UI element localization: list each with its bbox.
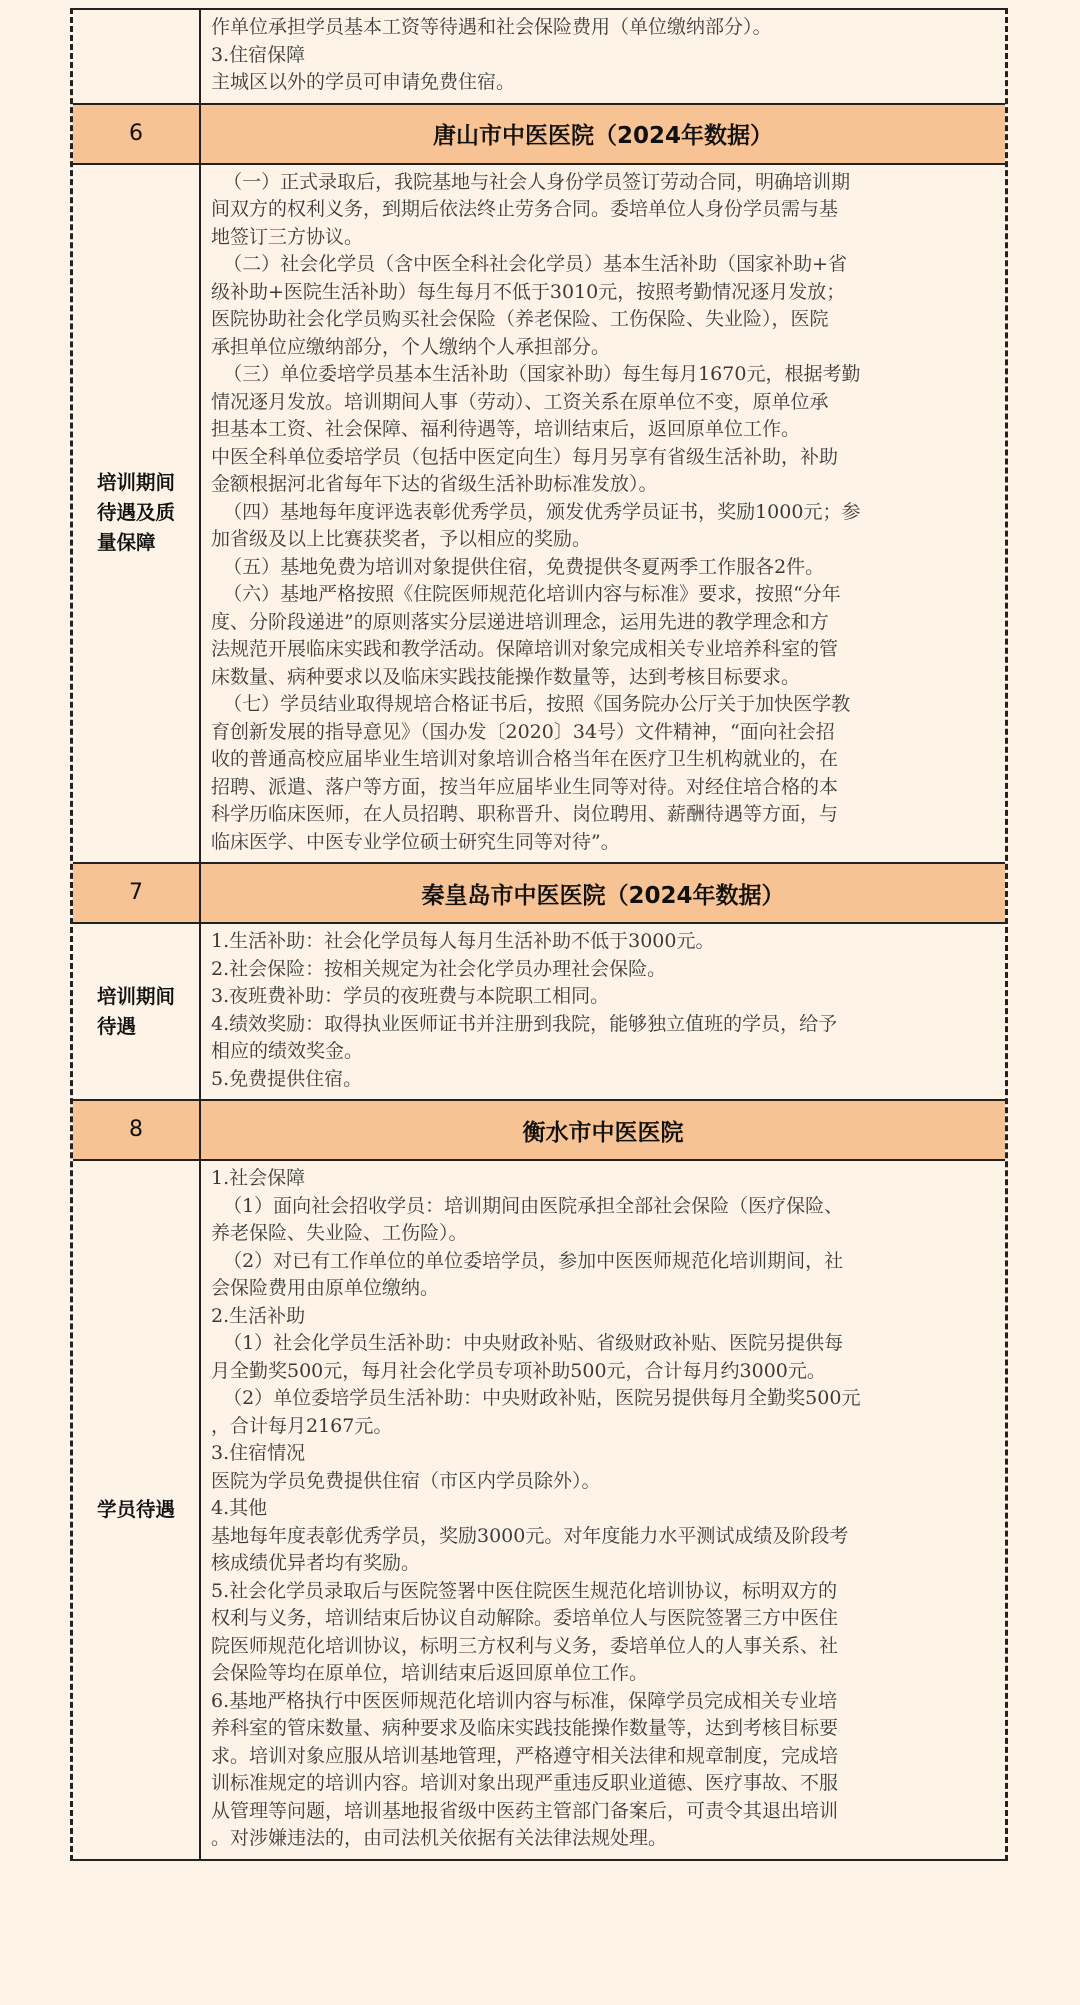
paragraph: 医院为学员免费提供住宿（市区内学员除外）。 [211,1469,601,1492]
paragraph: 1.社会保障 [211,1167,306,1189]
paragraph: 4.其他 [211,1497,268,1519]
row-content [201,165,1005,863]
paragraph: 3.住宿情况 [211,1442,306,1464]
section-body-8 [73,1159,1005,1859]
paragraph: 2.社会保险：按相关规定为社会化学员办理社会保险。 [211,957,667,980]
paragraph: 5.社会化学员录取后与医院签署中医住院医生规范化培训协议，标明双方的 权利与义务，培训结束后协议自动解除。委培单位人与医院签署三方中医住 院医师规范化培训协议，标明三方权利与义务，委培单位人的人事关系、社 会保险等均在原单位，培训结束后返回原单位工作。 [211,1579,839,1684]
paragraph: 1.生活补助：社会化学员每人每月生活补助不低于3000元。 [211,930,715,952]
section-title: 唐山市中医医院（2024年数据） [432,123,773,149]
paragraph: （六）基地严格按照《住院医师规范化培训内容与标准》要求，按照“分年 度、分阶段递进”的原则落实分层递进培训理念，运用先进的教学理念和方 法规范开展临床实践和教学活动。保障培训对象完成相关专业培养科室的管 床数量、病种要求以及临床实践技能操作数量等，达到考核目标要求。 [211,583,841,688]
row-label: 学员待遇 [73,1161,201,1859]
text-line: 3.住宿保障 [211,43,306,66]
paragraph: 6.基地严格执行中医医师规范化培训内容与标准，保障学员完成相关专业培 养科室的管床数量、病种要求及临床实践技能操作数量等，达到考核目标要 求。培训对象应服从培训基地管理，严格遵守相关法律和规章制度，完成培 训标准规定的培训内容。培训对象出现严重违反职业道德、医疗事故、不服 从管理等问题，培训基地报省级中医药主管部门备案后，可责令其退出培训 。对涉嫌违法的，由司法机关依据有关法律法规处理。 [211,1689,839,1849]
info-table [70,8,1008,1861]
section-number: 6 [73,105,201,163]
continuation-row [73,10,1005,103]
paragraph: 基地每年度表彰优秀学员，奖励3000元。对年度能力水平测试成绩及阶段考 核成绩优异者均有奖励。 [211,1524,849,1574]
paragraph: （一）正式录取后，我院基地与社会人身份学员签订劳动合同，明确培训期 间双方的权利义务，到期后依法终止劳务合同。委培单位人身份学员需与基 地签订三方协议。 [211,170,851,248]
empty-label-cell [73,10,201,103]
text-line: 作单位承担学员基本工资等待遇和社会保险费用（单位缴纳部分）。 [211,16,772,38]
paragraph: （二）社会化学员（含中医全科社会化学员）基本生活补助（国家补助+省 级补助+医院生活补助）每生每月不低于3010元，按照考勤情况逐月发放； 医院协助社会化学员购买社会保险（养老保险、工伤保险、失业险），医院 承担单位应缴纳部分，个人缴纳个人承担部分。 [211,253,848,358]
paragraph: （1）社会化学员生活补助：中央财政补贴、省级财政补贴、医院另提供每 月全勤奖500元，每月社会化学员专项补助500元，合计每月约3000元。 [211,1332,844,1382]
row-content [201,1161,1005,1859]
section-title: 衡水市中医医院 [522,1119,684,1146]
paragraph: （1）面向社会招收学员：培训期间由医院承担全部社会保险（医疗保险、 养老保险、失业险、工伤险）。 [211,1194,844,1244]
section-header-7 [73,862,1005,922]
section-number: 7 [73,864,201,922]
row-content [201,924,1005,1099]
continuation-content [201,10,1005,103]
row-label: 培训期间 待遇 [73,924,201,1099]
paragraph: 5.免费提供住宿。 [211,1067,363,1090]
paragraph: 3.夜班费补助：学员的夜班费与本院职工相同。 [211,985,610,1007]
paragraph: （四）基地每年度评选表彰优秀学员，颁发优秀学员证书，奖励1000元；参 加省级及以上比赛获奖者，予以相应的奖励。 [211,500,861,550]
section-header-8 [73,1099,1005,1159]
text-line: 主城区以外的学员可申请免费住宿。 [211,71,516,93]
paragraph: （2）单位委培学员生活补助：中央财政补贴，医院另提供每月全勤奖500元 ，合计每月2167元。 [211,1387,861,1437]
section-body-7 [73,922,1005,1099]
paragraph: （三）单位委培学员基本生活补助（国家补助）每生每月1670元，根据考勤 情况逐月发放。培训期间人事（劳动）、工资关系在原单位不变，原单位承 担基本工资、社会保障、福利待遇等，培训结束后，返回原单位工作。 中医全科单位委培学员（包括中医定向生）每月另享有省级生活补助，补助 金额根据河北省每年下达的省级生活补助标准发放）。 [211,363,861,495]
paragraph: 2.生活补助 [211,1304,306,1327]
paragraph: （七）学员结业取得规培合格证书后，按照《国务院办公厅关于加快医学教 育创新发展的指导意见》（国办发〔2020〕34号）文件精神，“面向社会招 收的普通高校应届毕业生培训对象培训合格当年在医疗卫生机构就业的，在 招聘、派遣、落户等方面，按当年应届毕业生同等对待。对经住培合格的本 科学历临床医师，在人员招聘、职称晋升、岗位聘用、薪酬待遇等方面，与 临床医学、中医专业学位硕士研究生同等对待”。 [211,693,851,853]
row-label: 培训期间 待遇及质 量保障 [73,165,201,863]
section-header-6 [73,103,1005,163]
paragraph: 4.绩效奖励：取得执业医师证书并注册到我院，能够独立值班的学员，给予 相应的绩效奖金。 [211,1012,838,1062]
paragraph: （五）基地免费为培训对象提供住宿，免费提供冬夏两季工作服各2件。 [211,555,825,578]
section-body-6 [73,163,1005,863]
paragraph: （2）对已有工作单位的单位委培学员，参加中医医师规范化培训期间，社 会保险费用由原单位缴纳。 [211,1249,844,1299]
section-title: 秦皇岛市中医医院（2024年数据） [421,882,785,909]
section-number: 8 [73,1101,201,1159]
